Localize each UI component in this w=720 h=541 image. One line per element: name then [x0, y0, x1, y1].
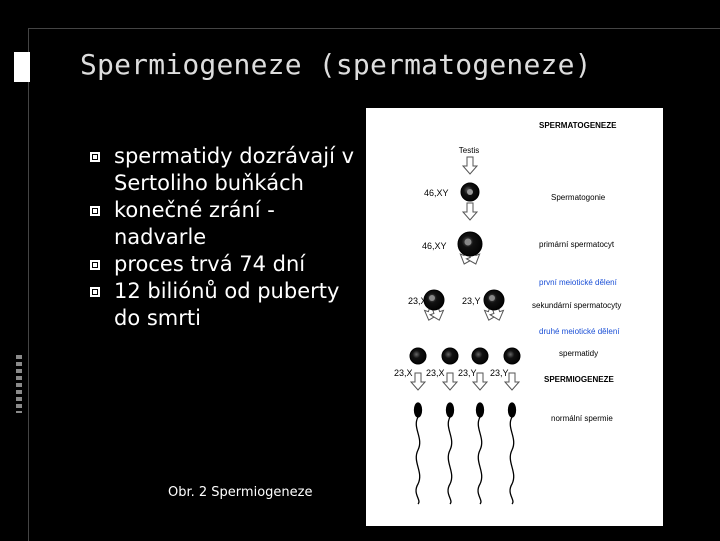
karyotype-label: 23,X: [426, 368, 445, 378]
sperm-icon: [509, 403, 516, 504]
karyotype-label: 23,Y: [462, 296, 481, 306]
bullet-text: proces trvá 74 dní: [114, 252, 306, 276]
bullet-text: 12 biliónů od puberty do smrti: [114, 279, 340, 330]
stage-label: SPERMIOGENEZE: [544, 375, 614, 384]
square-bullet-icon: [90, 260, 100, 270]
stage-label: Spermatogonie: [551, 193, 606, 202]
stage-label: spermatidy: [559, 349, 599, 358]
bullet-item: [90, 197, 360, 251]
stage-label: primární spermatocyt: [539, 240, 615, 249]
spermatogenesis-diagram: [366, 108, 663, 526]
karyotype-label: 46,XY: [422, 241, 447, 251]
spermatid-cell: [442, 348, 458, 364]
bullet-list: [90, 143, 360, 332]
decorative-block: [14, 52, 30, 82]
stage-label: první meiotické dělení: [539, 278, 617, 287]
decorative-striped-bar: [16, 355, 22, 413]
bullet-text: konečné zrání - nadvarle: [114, 198, 275, 249]
spermatid-cell: [504, 348, 520, 364]
square-bullet-icon: [90, 206, 100, 216]
karyotype-label: 23,Y: [490, 368, 509, 378]
bullet-item: [90, 278, 360, 332]
sperm-icon: [447, 403, 454, 504]
stage-label: druhé meiotické dělení: [539, 327, 620, 336]
spermatid-cell: [410, 348, 426, 364]
karyotype-label: 46,XY: [424, 188, 449, 198]
bullet-item: [90, 143, 360, 197]
sperm-icon: [477, 403, 484, 504]
testis-label: Testis: [458, 146, 480, 155]
karyotype-label: 23,Y: [458, 368, 477, 378]
square-bullet-icon: [90, 152, 100, 162]
stage-label: sekundární spermatocyty: [532, 301, 622, 310]
bullet-text: spermatidy dozrávají v Sertoliho buňkách: [114, 144, 355, 195]
karyotype-label: 23,X: [408, 296, 427, 306]
diagram-heading: SPERMATOGENEZE: [539, 121, 617, 130]
bullet-item: [90, 251, 360, 278]
slide-title: Spermiogeneze (spermatogeneze): [80, 48, 592, 81]
karyotype-label: 23,X: [394, 368, 413, 378]
square-bullet-icon: [90, 287, 100, 297]
spermatid-cell: [472, 348, 488, 364]
figure-caption: Obr. 2 Spermiogeneze: [168, 485, 313, 500]
stage-label: normální spermie: [551, 414, 613, 423]
sperm-icon: [415, 403, 422, 504]
